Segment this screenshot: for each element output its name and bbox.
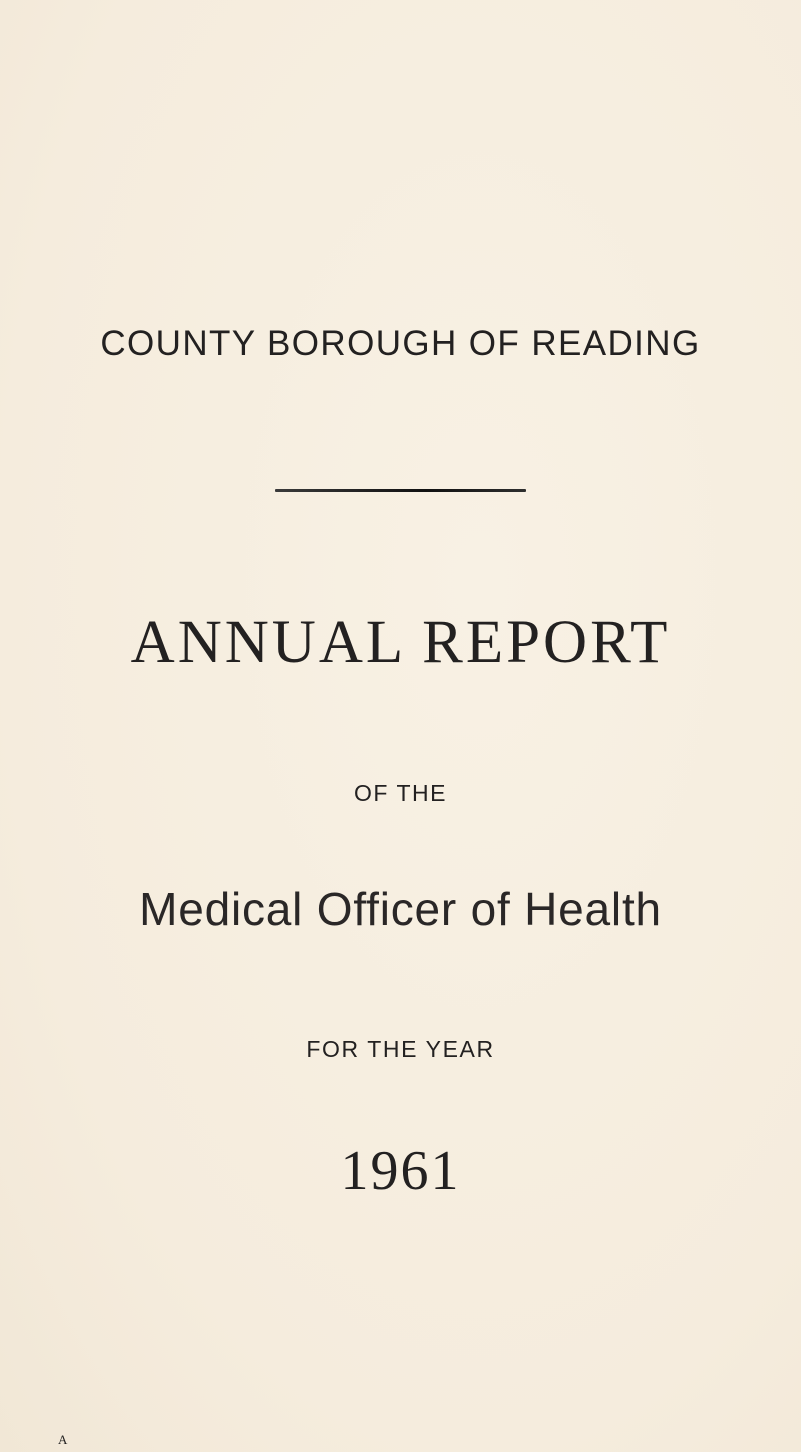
- report-title: ANNUAL REPORT: [130, 609, 671, 676]
- authority-heading: COUNTY BOROUGH OF READING: [100, 324, 701, 363]
- report-year: 1961: [340, 1140, 461, 1202]
- officer-title: Medical Officer of Health: [139, 883, 662, 935]
- signature-mark: A: [58, 1432, 68, 1447]
- of-the-text: OF THE: [354, 780, 447, 806]
- for-the-year-text: FOR THE YEAR: [306, 1036, 495, 1062]
- title-divider: [275, 489, 526, 492]
